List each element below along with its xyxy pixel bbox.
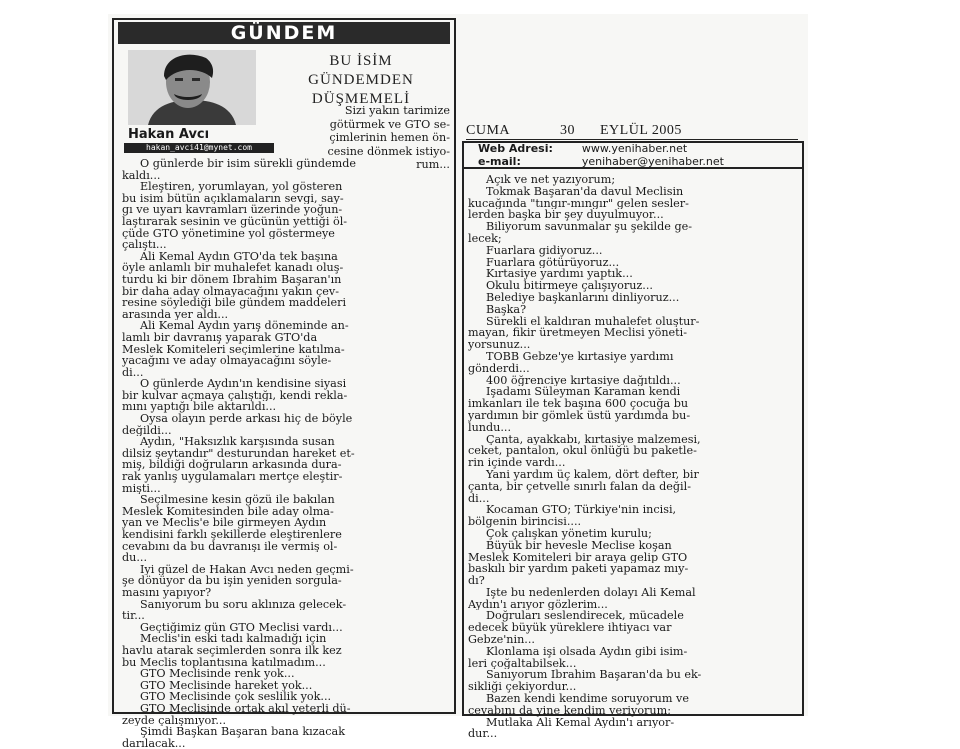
author-name: Hakan Avcı <box>128 127 210 142</box>
text-line: havlu atarak seçimlerden sonra ilk kez <box>122 644 342 657</box>
text-line: Yani yardım üç kalem, dört defter, bir <box>486 468 699 481</box>
text-line: darılacak... <box>122 737 186 749</box>
text-line: edecek büyük yüreklere ihtiyacı var <box>468 622 672 635</box>
text-line: arasında yer aldı... <box>122 308 229 321</box>
article-headline <box>272 52 450 109</box>
intro-line: rum... <box>416 158 450 171</box>
text-line: lerden başka bir şey duyulmuyor... <box>468 209 664 222</box>
text-line: dur... <box>468 728 498 741</box>
text-line: gönderdi... <box>468 362 530 375</box>
text-line: kendisini farklı şekillerde eleştirenlere <box>122 529 342 541</box>
text-line: Seçilmesine kesin gözü ile bakılan <box>140 494 335 506</box>
text-line: zeyde çalışmıyor... <box>122 714 227 727</box>
headline-line: DÜŞMEMELİ <box>311 91 411 107</box>
text-line: lamlı bir davranış yaparak GTO'da <box>122 331 318 344</box>
text-line: O günlerde Aydın'ın kendisine siyasi <box>140 378 347 390</box>
web-label: Web Adresi: <box>478 142 553 155</box>
text-line: Sürekli el kaldıran muhalefet oluştur- <box>486 315 700 328</box>
text-line: bir kulvar açmaya çalıştığı, kendi rekla- <box>122 389 348 402</box>
text-line: du... <box>122 552 148 564</box>
text-line: GTO Meclisinde çok seslilik yok... <box>140 691 332 703</box>
text-line: 400 öğrenciye kırtasiye dağıtıldı... <box>486 374 681 387</box>
text-line: Meslek Komiteleri seçimlerine katılma- <box>122 343 345 356</box>
text-line: Oysa olayın perde arkası hiç de böyle <box>140 413 353 425</box>
text-line: İyi güzel de Hakan Avcı neden geçmi- <box>140 563 354 576</box>
text-line: Okulu bitirmeye çalışıyoruz... <box>486 280 653 292</box>
text-line: GTO Meclisinde renk yok... <box>140 668 295 680</box>
text-line: Meclis'in eski tadı kalmadığı için <box>140 633 327 645</box>
intro-line: çimlerinin hemen ön- <box>329 131 450 144</box>
text-line: gı ve uyarı kavramları üzerinde yoğun- <box>122 204 343 216</box>
text-line: Tokmak Başaran'da davul Meclisin <box>486 185 684 198</box>
email-label: e-mail: <box>478 154 521 168</box>
text-line: mayan, fikir üretmeyen Meclisi yöneti- <box>468 327 688 340</box>
text-line: Kırtasiye yardımı yaptık... <box>486 268 633 281</box>
email-address: yenihaber@yenihaber.net <box>581 154 724 168</box>
text-line: İşte bu nedenlerden dolayı Ali Kemal <box>486 586 696 599</box>
text-line: laştırarak sesinin ve gücünün yettiği öl- <box>122 215 348 228</box>
text-line: Klonlama işi olsada Aydın gibi isim- <box>486 645 688 658</box>
text-line: kaldı... <box>122 169 161 182</box>
intro-line: cesine dönmek istiyo- <box>327 144 450 158</box>
text-line: Çanta, ayakkabı, kırtasiye malzemesi, <box>486 433 701 446</box>
text-line: öyle anlamlı bir muhalefet kanadı oluş- <box>122 262 344 274</box>
text-line: Belediye başkanlarını dinliyoruz... <box>486 291 680 304</box>
text-line: Fuarlara gidiyoruz... <box>486 244 603 257</box>
text-line: resine söylediği bile gündem maddeleri <box>122 297 347 309</box>
text-line: çanta, bir çetvelle sınırlı falan da değil- <box>468 480 691 493</box>
contact-box <box>464 143 802 169</box>
text-line: Eleştiren, yorumlayan, yol gösteren <box>140 181 343 193</box>
text-line: rin içinde vardı... <box>468 457 566 469</box>
text-line: Geçtiğimiz gün GTO Meclisi vardı... <box>140 621 343 634</box>
text-line: şe dönüyor da bu işin yeniden sorgula- <box>122 575 342 587</box>
text-line: bu isim bütün açıklamaların sevgi, say- <box>122 192 344 205</box>
right-column-body <box>468 174 800 740</box>
text-line: bu Meclis toplantısına katılmadım... <box>122 656 326 669</box>
text-line: Biliyorum savunmalar şu şekilde ge- <box>486 221 693 233</box>
text-line: Ali Kemal Aydın GTO'da tek başına <box>140 250 338 263</box>
left-column-body <box>122 158 452 749</box>
text-line: baskılı bir yardım paketi yapamaz mıy- <box>468 563 689 576</box>
intro-line: götürmek ve GTO se- <box>329 117 450 131</box>
text-line: masını yapıyor? <box>122 586 212 599</box>
text-line: bir daha aday olmayacağını yakın çev- <box>122 285 339 298</box>
text-line: turdu ki bir dönem İbrahim Başaran'ın <box>122 273 342 286</box>
text-line: GTO Meclisinde ortak akıl yeterli dü- <box>140 702 351 715</box>
text-line: miş, bildiği doğruların arkasında dura- <box>122 459 342 472</box>
text-line: cevabını da bu davranışı ile vermiş ol- <box>122 540 338 553</box>
text-line: lecek; <box>468 232 502 245</box>
text-line: Sanıyorum bu soru aklınıza gelecek- <box>140 598 347 611</box>
text-line: Meslek Komitesinden bile aday olma- <box>122 505 334 518</box>
text-line: bölgenin birincisi.... <box>468 516 582 528</box>
text-line: tir... <box>122 610 145 622</box>
section-banner: GÜNDEM <box>118 22 450 44</box>
text-line: imkanları ile tek başına 600 çocuğa bu <box>468 398 689 410</box>
text-line: rak yanlış uygulamaları mertçe eleştir- <box>122 471 343 483</box>
text-line: değildi... <box>122 424 172 437</box>
text-line: Sanıyorum İbrahim Başaran'da bu ek- <box>486 669 702 682</box>
text-line: Gebze'nin... <box>468 634 535 646</box>
intro-line: Sizi yakın tarimize <box>344 104 450 117</box>
text-line: Mutlaka Ali Kemal Aydın'ı arıyor- <box>486 716 675 729</box>
text-line: Aydın, "Haksızlık karşısında susan <box>140 436 335 448</box>
text-line: lundu... <box>468 421 512 434</box>
text-line: GTO Meclisinde hareket yok... <box>140 679 313 692</box>
author-photo <box>128 50 256 125</box>
text-line: çüde GTO yönetimine yol göstermeye <box>122 227 335 240</box>
dateline-date: 30 <box>560 123 575 138</box>
headline-line: BU İSİM <box>329 53 393 69</box>
text-line: Büyük bir hevesle Meclise koşan <box>486 539 672 552</box>
dateline-month-year: EYLÜL 2005 <box>600 123 682 138</box>
text-line: yardımın bir gömlek üstü yardımda bu- <box>468 409 691 422</box>
text-line: çalıştı... <box>122 239 167 251</box>
text-line: mişti... <box>122 482 161 495</box>
text-line: Ali Kemal Aydın yarış döneminde an- <box>140 320 349 332</box>
text-line: di... <box>468 492 490 505</box>
text-line: yorsunuz... <box>468 339 531 351</box>
text-line: Bazen kendi kendime soruyorum ve <box>486 693 689 705</box>
text-line: Aydın'ı arıyor gözlerim... <box>468 598 608 611</box>
text-line: Şimdi Başkan Başaran bana kızacak <box>140 726 345 738</box>
text-line: TOBB Gebze'ye kırtasiye yardımı <box>486 350 674 363</box>
text-line: Meslek Komiteleri bir araya gelip GTO <box>468 551 688 564</box>
text-line: yacağını ve aday olmayacağını söyle- <box>122 355 332 367</box>
text-line: İşadamı Süleyman Karaman kendi <box>486 386 681 399</box>
text-line: leri çoğaltabilsek... <box>468 657 577 670</box>
text-line: Çok çalışkan yönetim kurulu; <box>486 527 652 540</box>
dateline-day: CUMA <box>466 123 511 138</box>
text-line: yan ve Meclis'e bile girmeyen Aydın <box>122 517 327 529</box>
text-line: Fuarlara götürüyoruz... <box>486 256 620 269</box>
text-line: mını yaptığı bile aktarıldı... <box>122 401 277 414</box>
text-line: ceket, pantalon, okul önlüğü bu paketle- <box>468 445 697 458</box>
headline-line: GÜNDEMDEN <box>308 72 414 88</box>
text-line: Açık ve net yazıyorum; <box>486 174 616 186</box>
text-line: kucağında "tıngır-mıngır" gelen sesler- <box>468 197 689 210</box>
text-line: Kocaman GTO; Türkiye'nin incisi, <box>486 504 677 517</box>
text-line: dı? <box>468 575 485 587</box>
text-line: Başka? <box>486 303 527 316</box>
dateline <box>466 123 798 140</box>
text-line: cevabını da yine kendim veriyorum; <box>468 704 671 717</box>
web-address: www.yenihaber.net <box>581 142 688 155</box>
text-line: sikliği çekiyordur... <box>468 681 577 694</box>
author-email: hakan_avci41@mynet.com <box>124 143 274 153</box>
text-line: dilsiz şeytandır" desturundan hareket et- <box>122 447 355 460</box>
text-line: di... <box>122 366 144 379</box>
text-line: O günlerde bir isim sürekli gündemde <box>140 158 357 170</box>
text-line: Doğruları seslendirecek, mücadele <box>486 610 684 623</box>
